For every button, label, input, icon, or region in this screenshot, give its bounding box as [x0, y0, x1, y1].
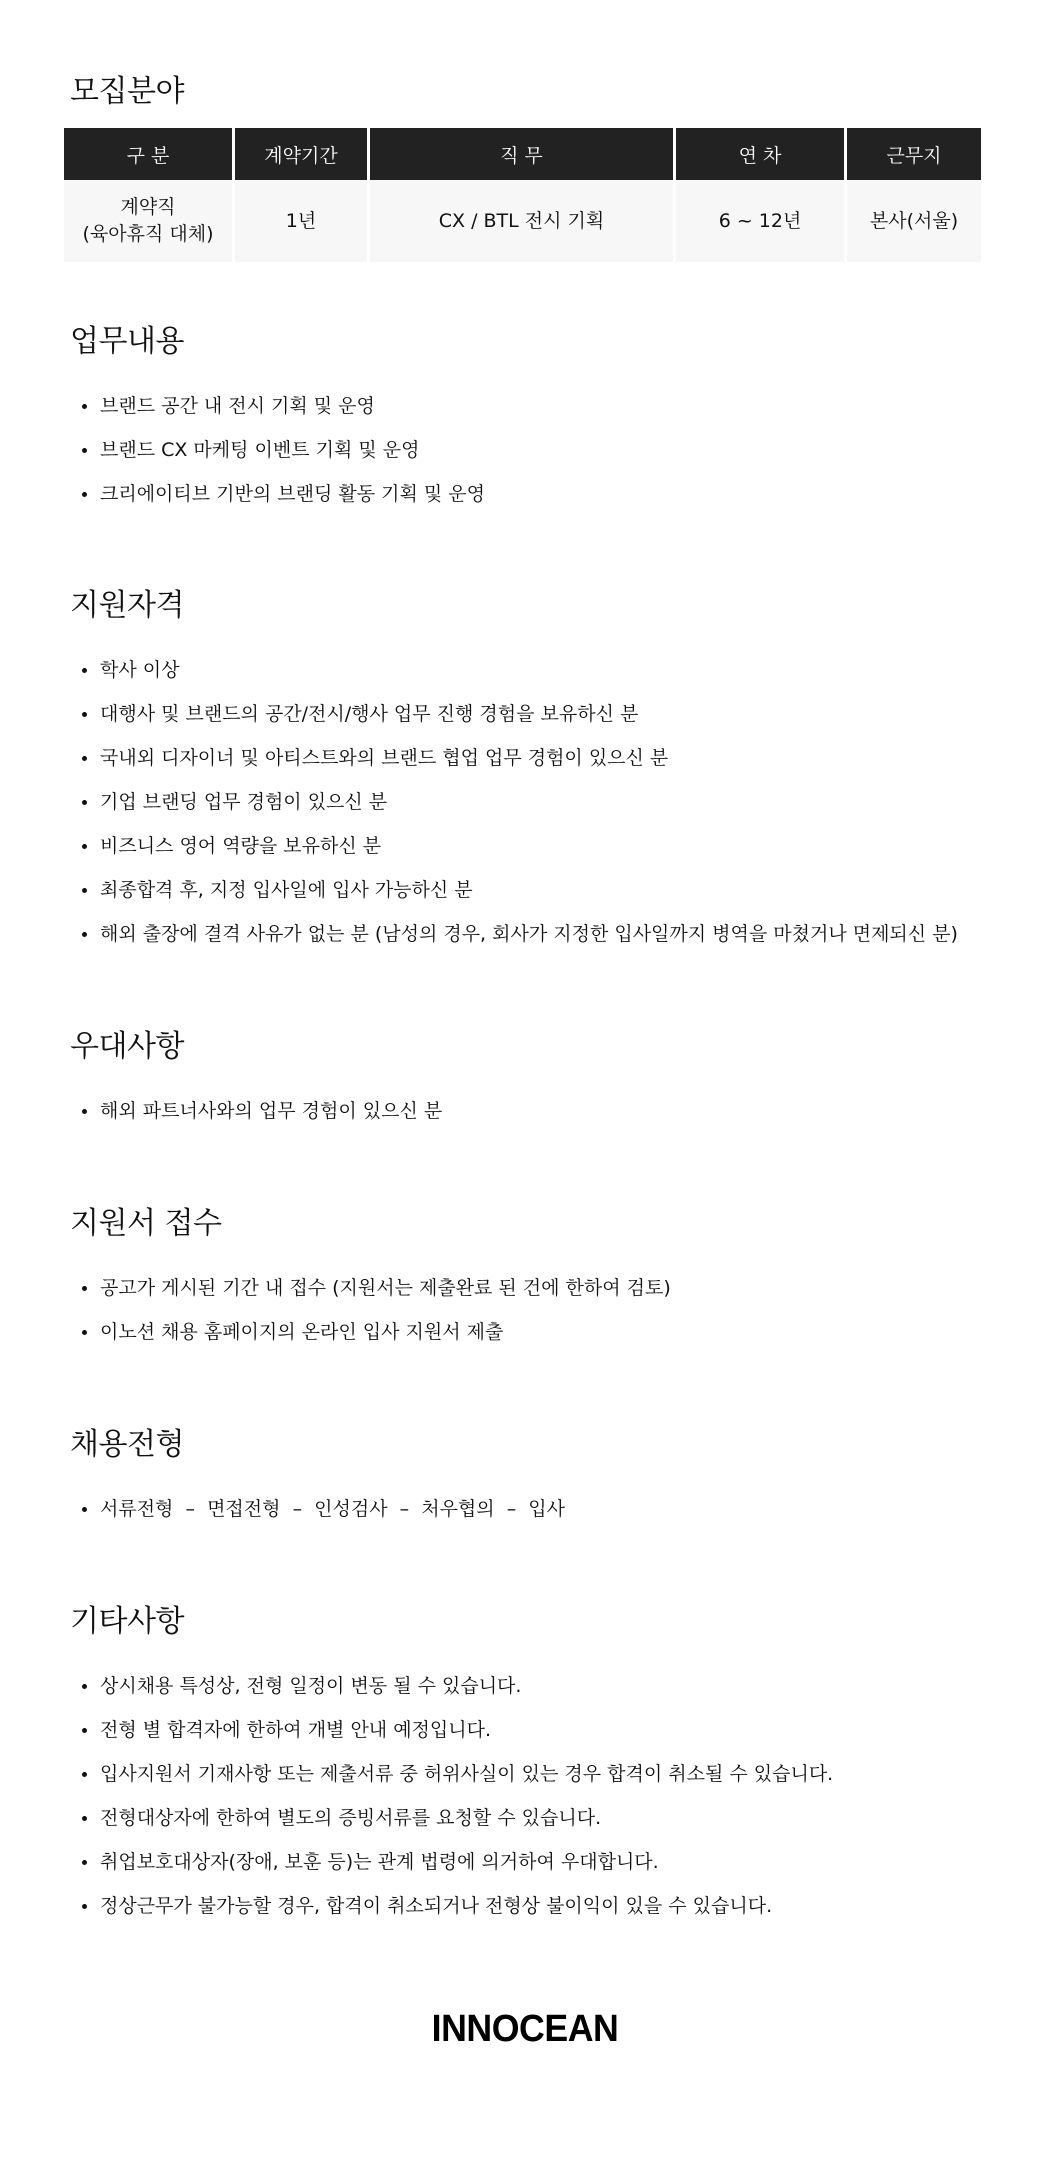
list-item: 크리에이티브 기반의 브랜딩 활동 기획 및 운영: [72, 480, 1012, 524]
duties-list: [72, 392, 1012, 524]
header-job: 직 무: [370, 128, 673, 180]
cell-location: 본사(서울): [847, 180, 981, 262]
cell-category-line1: 계약직: [120, 196, 176, 218]
preferred-section-title: 우대사항: [70, 1029, 184, 1064]
recruit-section-title: 모집분야: [70, 74, 184, 109]
list-item: 해외 파트너사와의 업무 경험이 있으신 분: [72, 1097, 1012, 1141]
list-item: 브랜드 CX 마케팅 이벤트 기획 및 운영: [72, 436, 1012, 480]
recruit-table-header-row: [64, 128, 981, 180]
table-row: [64, 180, 981, 262]
recruit-table: [61, 128, 984, 262]
cell-years: 6 ~ 12년: [676, 180, 844, 262]
process-section-title: 채용전형: [70, 1427, 184, 1462]
etc-list: [72, 1672, 1012, 1936]
list-item: 국내외 디자이너 및 아티스트와의 브랜드 협업 업무 경험이 있으신 분: [72, 744, 1012, 788]
list-item: 대행사 및 브랜드의 공간/전시/행사 업무 진행 경험을 보유하신 분: [72, 700, 1012, 744]
header-years: 연 차: [676, 128, 844, 180]
application-section-title: 지원서 접수: [70, 1206, 222, 1241]
cell-category: [64, 180, 232, 262]
duties-section-title: 업무내용: [70, 324, 184, 359]
cell-category-line2: (육아휴직 대체): [82, 223, 214, 245]
list-item: 비즈니스 영어 역량을 보유하신 분: [72, 832, 1012, 876]
cell-contract-period: 1년: [235, 180, 367, 262]
header-location: 근무지: [847, 128, 981, 180]
list-item: 최종합격 후, 지정 입사일에 입사 가능하신 분: [72, 876, 1012, 920]
list-item: 서류전형 – 면접전형 – 인성검사 – 처우협의 – 입사: [72, 1495, 1012, 1539]
list-item: 이노션 채용 홈페이지의 온라인 입사 지원서 제출: [72, 1318, 1012, 1362]
list-item: 상시채용 특성상, 전형 일정이 변동 될 수 있습니다.: [72, 1672, 1012, 1716]
etc-section-title: 기타사항: [70, 1604, 184, 1639]
header-contract-period: 계약기간: [235, 128, 367, 180]
list-item: 정상근무가 불가능할 경우, 합격이 취소되거나 전형상 불이익이 있을 수 있습니다.: [72, 1892, 1012, 1936]
process-list: [72, 1495, 1012, 1539]
list-item: 해외 출장에 결격 사유가 없는 분 (남성의 경우, 회사가 지정한 입사일까지 병역을 마쳤거나 면제되신 분): [72, 920, 1012, 964]
qualifications-list: [72, 656, 1012, 964]
list-item: 전형대상자에 한하여 별도의 증빙서류를 요청할 수 있습니다.: [72, 1804, 1012, 1848]
innocean-logo: INNOCEAN: [431, 2008, 619, 2050]
list-item: 공고가 게시된 기간 내 접수 (지원서는 제출완료 된 건에 한하여 검토): [72, 1274, 1012, 1318]
list-item: 브랜드 공간 내 전시 기획 및 운영: [72, 392, 1012, 436]
header-category: 구 분: [64, 128, 232, 180]
list-item: 학사 이상: [72, 656, 1012, 700]
list-item: 입사지원서 기재사항 또는 제출서류 중 허위사실이 있는 경우 합격이 취소될 수 있습니다.: [72, 1760, 1012, 1804]
list-item: 전형 별 합격자에 한하여 개별 안내 예정입니다.: [72, 1716, 1012, 1760]
cell-job: CX / BTL 전시 기획: [370, 180, 673, 262]
qualifications-section-title: 지원자격: [70, 588, 184, 623]
preferred-list: [72, 1097, 1012, 1141]
list-item: 기업 브랜딩 업무 경험이 있으신 분: [72, 788, 1012, 832]
application-list: [72, 1274, 1012, 1362]
list-item: 취업보호대상자(장애, 보훈 등)는 관계 법령에 의거하여 우대합니다.: [72, 1848, 1012, 1892]
